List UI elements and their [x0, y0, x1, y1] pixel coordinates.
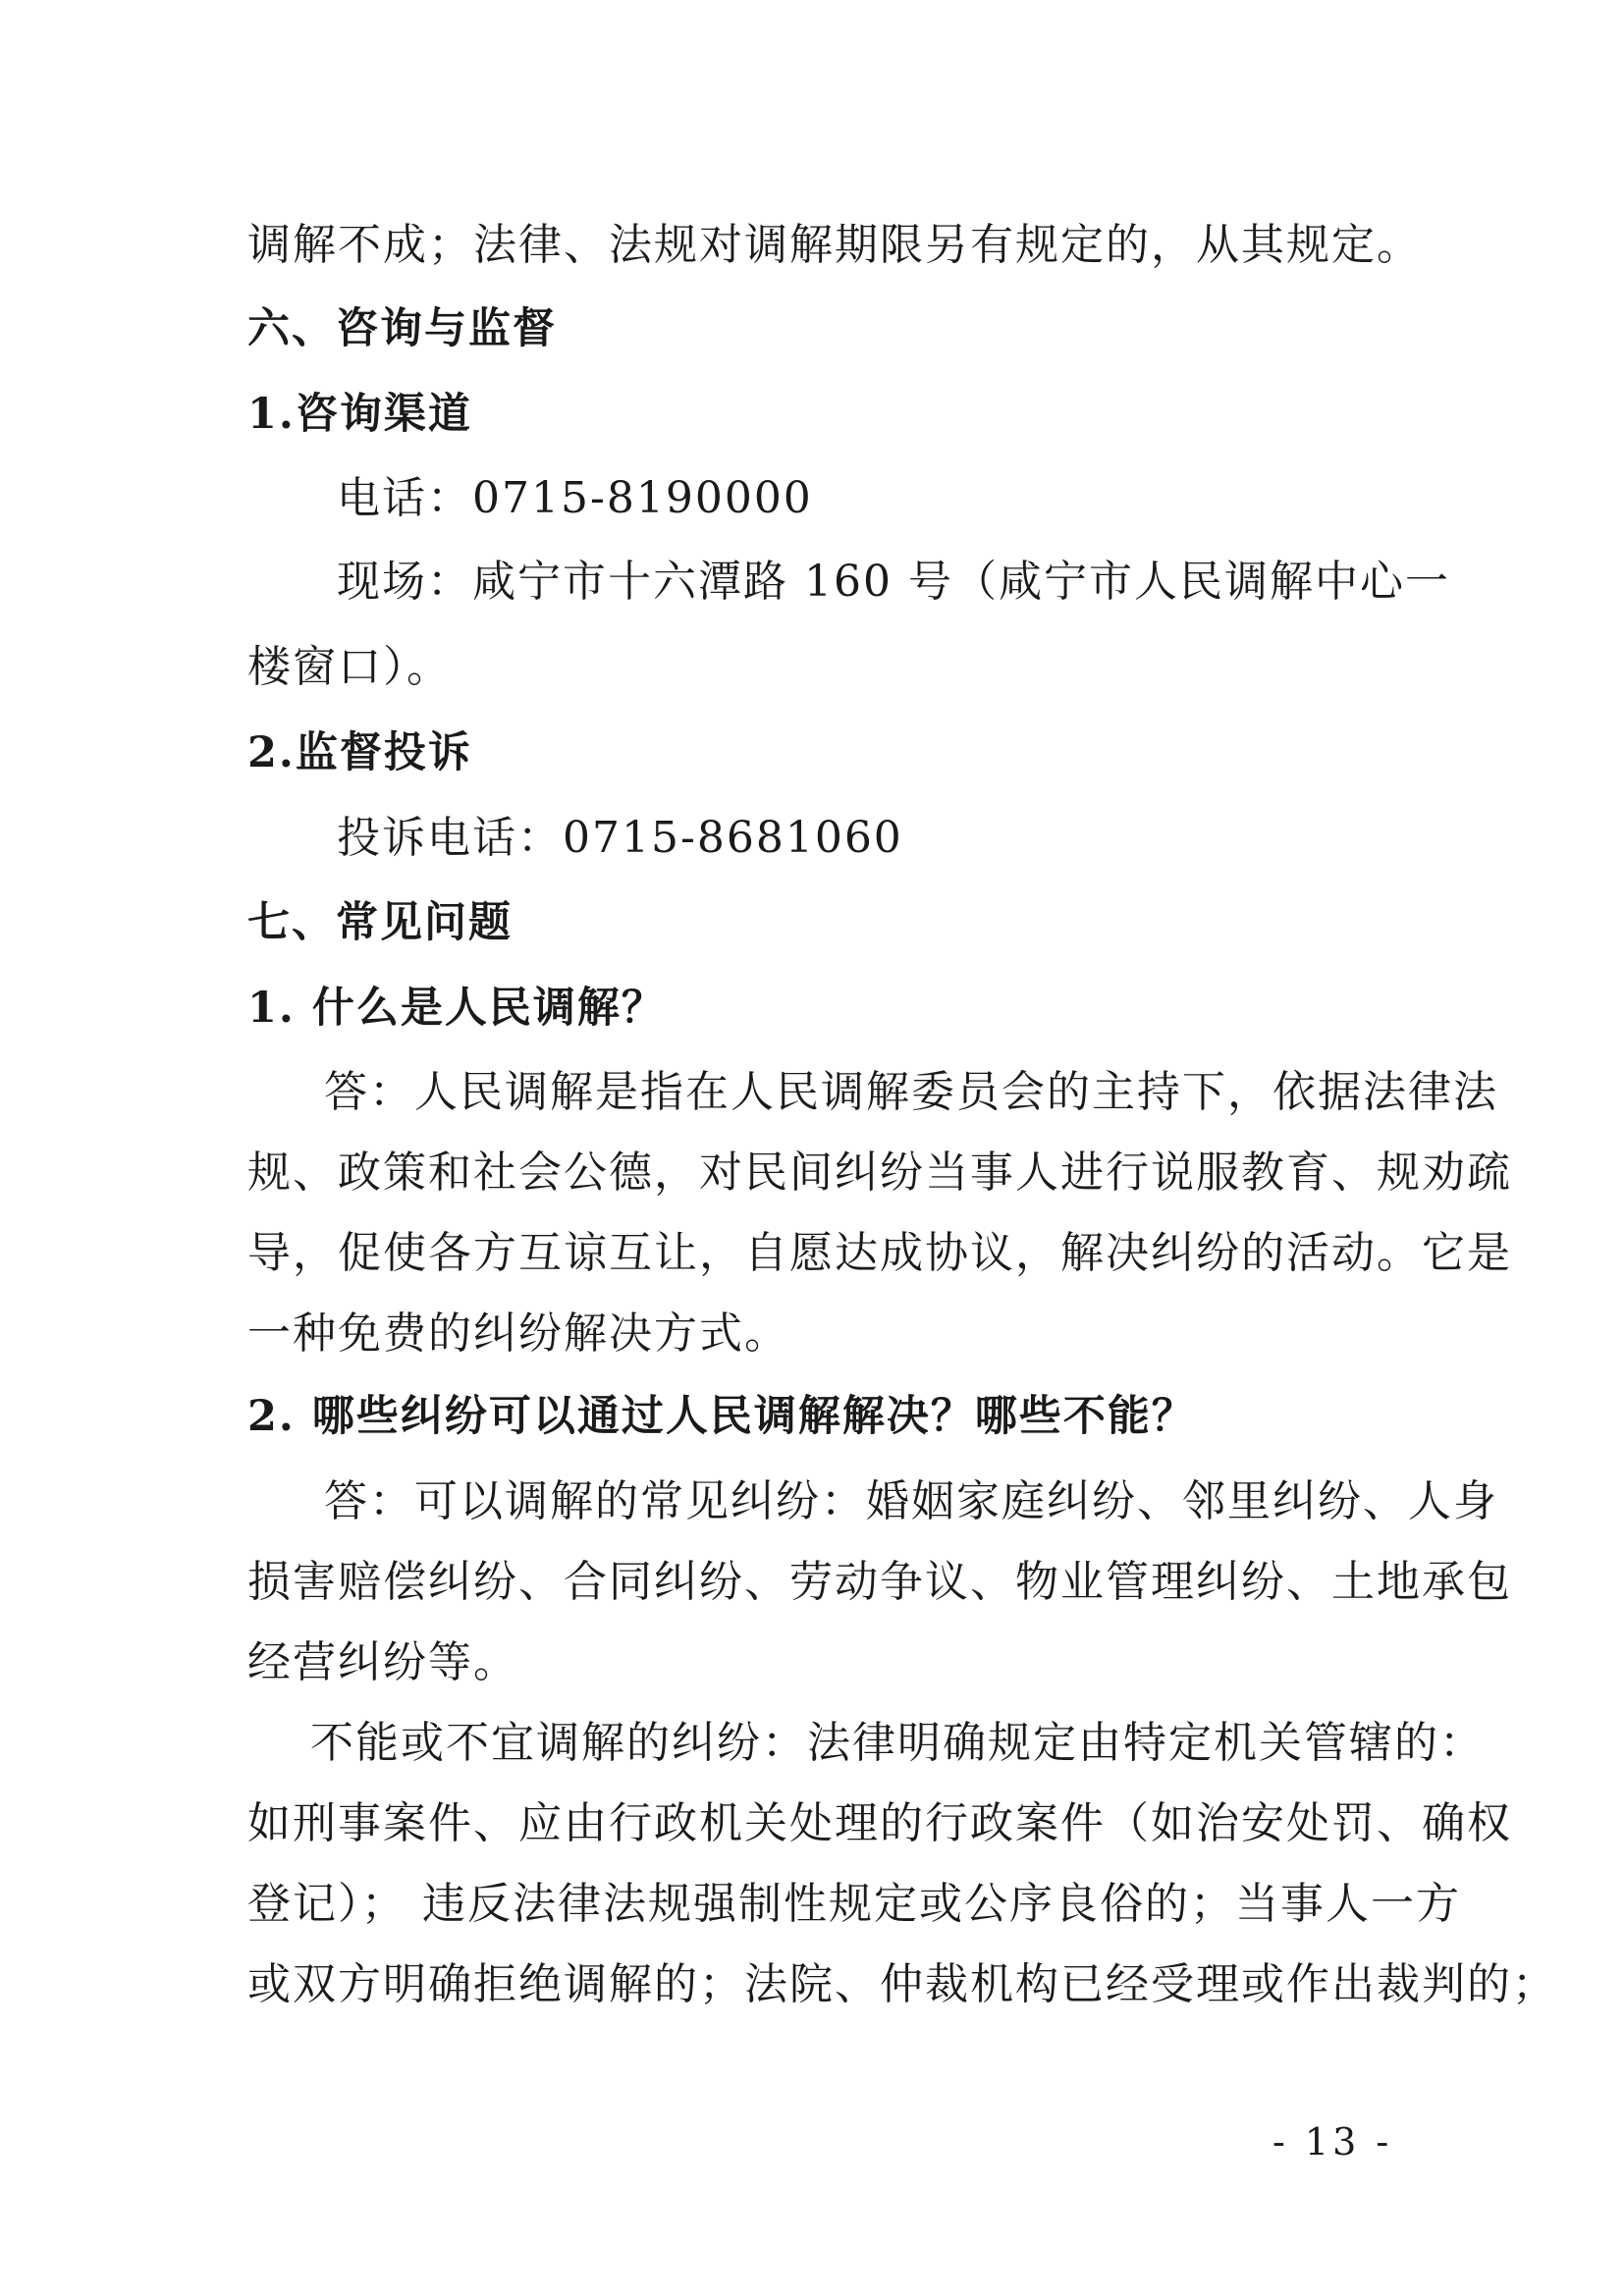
faq-answer-1-line: 一种免费的纠纷解决方式。 — [247, 1308, 789, 1359]
faq-answer-1-line: 导，促使各方互谅互让，自愿达成协议，解决纠纷的活动。它是 — [247, 1228, 1512, 1278]
section-heading-consult-supervise: 六、咨询与监督 — [247, 304, 557, 353]
complaint-phone-line: 投诉电话：0715-8681060 — [337, 813, 903, 863]
faq-question-1: 1. 什么是人民调解？ — [247, 984, 666, 1033]
faq-answer-2-line: 不能或不宜调解的纠纷：法律明确规定由特定机关管辖的： — [310, 1718, 1485, 1768]
subheading-complaints: 2.监督投诉 — [247, 728, 472, 777]
faq-answer-2-line: 经营纠纷等。 — [247, 1637, 518, 1687]
body-text-line: 调解不成；法律、法规对调解期限另有规定的，从其规定。 — [247, 220, 1422, 270]
faq-answer-2-line: 损害赔偿纠纷、合同纠纷、劳动争议、物业管理纠纷、土地承包 — [247, 1557, 1512, 1607]
faq-answer-1-line: 答：人民调解是指在人民调解委员会的主持下，依据法律法 — [324, 1067, 1498, 1117]
faq-answer-2-line: 登记）； 违反法律法规强制性规定或公序良俗的；当事人一方 — [247, 1879, 1461, 1929]
phone-line: 电话：0715-8190000 — [337, 473, 813, 523]
faq-question-2: 2. 哪些纠纷可以通过人民调解解决？哪些不能？ — [247, 1392, 1196, 1441]
page-number: - 13 - — [1272, 2120, 1393, 2163]
faq-answer-2-line: 答：可以调解的常见纠纷：婚姻家庭纠纷、邻里纠纷、人身 — [324, 1476, 1498, 1526]
section-heading-faq: 七、常见问题 — [247, 898, 513, 947]
faq-answer-2-line: 或双方明确拒绝调解的；法院、仲裁机构已经受理或作出裁判的； — [247, 1959, 1557, 2009]
subheading-consult-channels: 1.咨询渠道 — [247, 390, 472, 439]
faq-answer-2-line: 如刑事案件、应由行政机关处理的行政案件（如治安处罚、确权 — [247, 1798, 1512, 1848]
address-line: 现场：咸宁市十六潭路 160 号（咸宁市人民调解中心一 — [337, 557, 1450, 607]
faq-answer-1-line: 规、政策和社会公德，对民间纠纷当事人进行说服教育、规劝疏 — [247, 1148, 1512, 1198]
address-line-continued: 楼窗口）。 — [247, 642, 452, 692]
